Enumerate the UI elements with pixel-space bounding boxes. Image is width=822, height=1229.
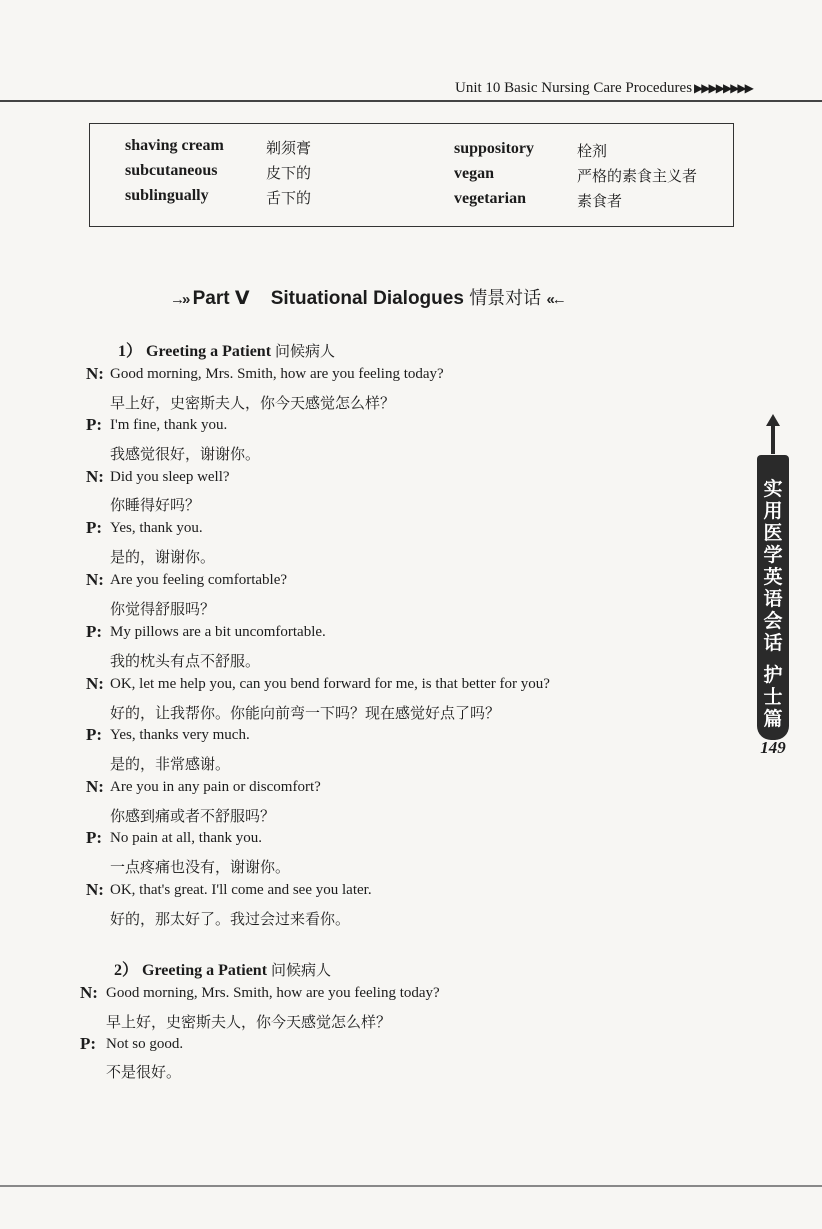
speaker-label: P: xyxy=(86,622,103,641)
line-english: Good morning, Mrs. Smith, how are you feeling today? xyxy=(106,985,440,1001)
dialogue-1-title xyxy=(118,338,335,361)
header-rule xyxy=(0,100,822,102)
header-arrows: ▶▶▶▶▶▶▶▶ xyxy=(694,81,752,95)
side-tab-text xyxy=(757,478,789,730)
line-english: Yes, thank you. xyxy=(110,520,203,536)
vocab-item xyxy=(577,165,697,186)
page-number: 149 xyxy=(760,738,786,757)
vocab-item xyxy=(454,140,534,158)
vocab-term: sublingually xyxy=(125,187,209,204)
vocab-item xyxy=(577,140,607,161)
line-chinese: 好的，那太好了。我过会过来看你。 xyxy=(110,910,351,928)
line-chinese: 我的枕头有点不舒服。 xyxy=(110,652,261,670)
line-english: I'm fine, thank you. xyxy=(110,417,228,433)
line-chinese: 你感到痛或者不舒服吗？ xyxy=(110,807,276,825)
side-tab-volume: 护士篇 xyxy=(763,664,783,730)
line-chinese: 是的，谢谢你。 xyxy=(110,548,216,566)
footer-rule xyxy=(0,1185,822,1187)
line-chinese: 不是很好。 xyxy=(106,1063,182,1081)
vocab-item xyxy=(266,187,311,208)
line-english: OK, that's great. I'll come and see you later. xyxy=(110,882,372,898)
dialogue-number: 1） xyxy=(118,343,143,360)
line-chinese: 是的，非常感谢。 xyxy=(110,755,231,773)
line-chinese: 你睡得好吗？ xyxy=(110,496,201,514)
dialogue-title-cn: 问候病人 xyxy=(271,961,332,979)
speaker-label: N: xyxy=(80,983,98,1002)
vocab-item xyxy=(266,162,311,183)
side-tab-book-title: 实用医学英语会话 xyxy=(763,478,783,654)
vocab-translation: 栓剂 xyxy=(577,142,608,160)
line-chinese: 一点疼痛也没有，谢谢你。 xyxy=(110,858,291,876)
dialogue-2-title xyxy=(114,957,331,980)
speaker-label: N: xyxy=(86,570,104,589)
speaker-label: P: xyxy=(86,828,103,847)
line-english: Yes, thanks very much. xyxy=(110,727,250,743)
speaker-label: P: xyxy=(86,725,103,744)
line-english: Are you feeling comfortable? xyxy=(110,572,288,588)
line-chinese: 早上好，史密斯夫人，你今天感觉怎么样？ xyxy=(110,394,396,412)
line-english: OK, let me help you, can you bend forward for me, is that better for you? xyxy=(110,676,550,692)
vocab-item xyxy=(454,165,494,183)
vocab-item xyxy=(125,162,217,180)
part-heading xyxy=(170,284,650,310)
line-english: Did you sleep well? xyxy=(110,469,230,485)
vocab-term: vegetarian xyxy=(454,190,526,207)
line-english: My pillows are a bit uncomfortable. xyxy=(110,624,326,640)
vocab-term: vegan xyxy=(454,165,494,182)
vocabulary-box xyxy=(89,123,734,227)
vocab-translation: 皮下的 xyxy=(266,164,312,182)
line-chinese: 我感觉很好，谢谢你。 xyxy=(110,445,261,463)
vocab-term: shaving cream xyxy=(125,137,224,154)
vocab-item xyxy=(266,137,311,158)
line-english: Not so good. xyxy=(106,1036,184,1052)
vocab-item xyxy=(125,187,209,205)
vocab-item xyxy=(454,190,526,208)
vocab-item xyxy=(125,137,224,155)
vocab-translation: 舌下的 xyxy=(266,189,312,207)
part-label: Part Ⅴ xyxy=(192,288,250,309)
line-chinese: 早上好，史密斯夫人，你今天感觉怎么样？ xyxy=(106,1013,392,1031)
speaker-label: P: xyxy=(86,518,103,537)
vocab-translation: 素食者 xyxy=(577,192,623,210)
speaker-label: N: xyxy=(86,880,104,899)
vocab-translation: 严格的素食主义者 xyxy=(577,167,698,185)
line-english: Are you in any pain or discomfort? xyxy=(110,779,321,795)
line-english: No pain at all, thank you. xyxy=(110,830,263,846)
dialogue-title-en: Greeting a Patient xyxy=(142,962,268,979)
vocab-term: subcutaneous xyxy=(125,162,218,179)
ornament-left-icon: →» xyxy=(170,291,188,308)
vocab-term: suppository xyxy=(454,140,535,157)
vocab-item xyxy=(577,190,622,211)
dialogue-title-en: Greeting a Patient xyxy=(146,343,272,360)
line-english: Good morning, Mrs. Smith, how are you feeling today? xyxy=(110,366,444,382)
speaker-label: N: xyxy=(86,674,104,693)
dialogue-title-cn: 问候病人 xyxy=(275,342,336,360)
line-chinese: 你觉得舒服吗？ xyxy=(110,600,216,618)
line-chinese: 好的，让我帮你。你能向前弯一下吗？现在感觉好点了吗？ xyxy=(110,704,501,722)
running-title: Unit 10 Basic Nursing Care Procedures xyxy=(455,80,693,96)
speaker-label: N: xyxy=(86,467,104,486)
tab-arrow-icon xyxy=(764,412,782,456)
speaker-label: N: xyxy=(86,364,104,383)
vocab-translation: 剃须膏 xyxy=(266,139,312,157)
ornament-right-icon: «← xyxy=(546,291,564,308)
running-header xyxy=(455,80,822,97)
part-title: Situational Dialogues xyxy=(270,288,464,309)
speaker-label: N: xyxy=(86,777,104,796)
dialogue-number: 2） xyxy=(114,962,139,979)
speaker-label: P: xyxy=(80,1034,97,1053)
speaker-label: P: xyxy=(86,415,103,434)
part-title-cn: 情景对话 xyxy=(469,288,542,309)
